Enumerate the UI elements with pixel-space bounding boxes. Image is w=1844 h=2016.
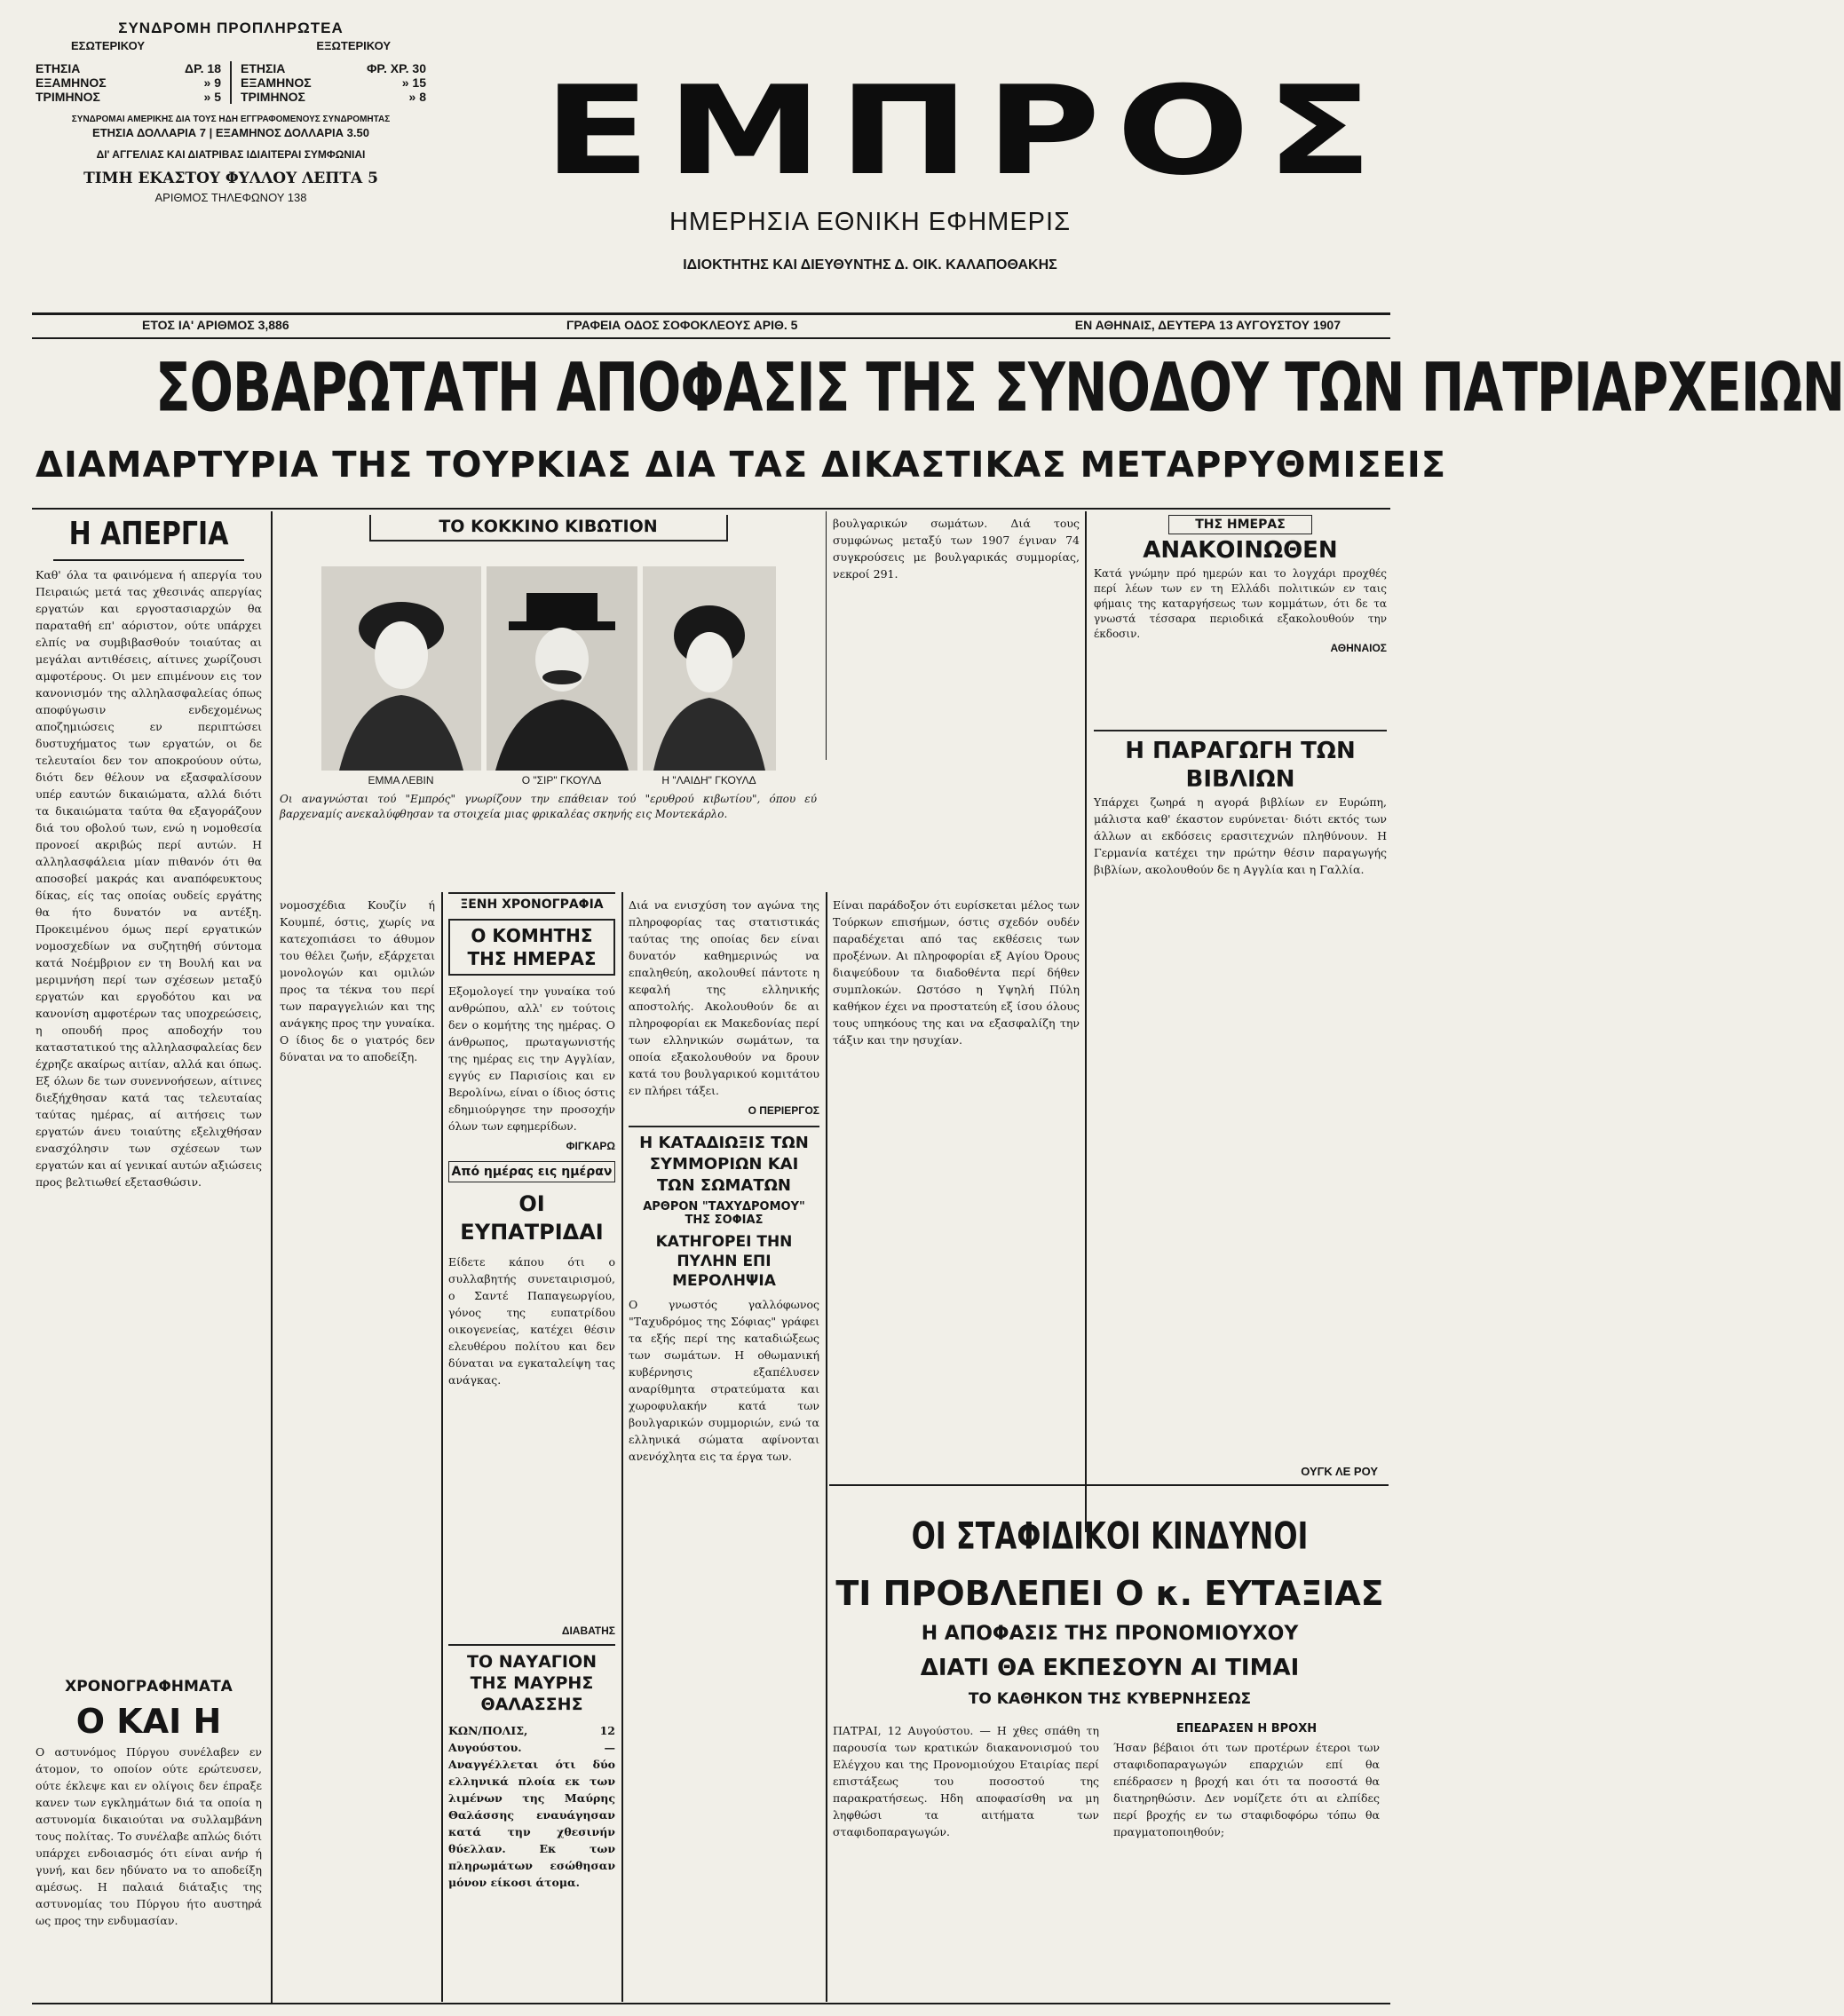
rain-section: ΕΠΕΔΡΑΣΕΝ Η ΒΡΟΧΗ [1175,1722,1318,1735]
page-bottom-rule [32,2003,1390,2004]
subscription-title: ΣΥΝΔΡΟΜΗ ΠΡΟΠΛΗΡΩΤΕΑ [118,20,344,36]
currant-article [833,1491,1387,2002]
announcement-title: ΑΝΑΚΟΙΝΩΘΕΝ [1143,537,1338,564]
secondary-headline: ΔΙΑΜΑΡΤΥΡΙΑ ΤΗΣ ΤΟΥΡΚΙΑΣ ΔΙΑ ΤΑΣ ΔΙΚΑΣΤΙΚΑΣ ΜΕΤΑΡΡΥΘΜΙΣΕΙΣ [36,445,1447,486]
currant-rule [829,1484,1389,1486]
main-headline: ΣΟΒΑΡΩΤΑΤΗ ΑΠΟΦΑΣΙΣ ΤΗΣ ΣΥΝΟΔΟΥ ΤΩΝ ΠΑΤΡΙΑΡΧΕΙΩΝ [155,348,1844,427]
ads-line: ΔΙ' ΑΓΓΕΛΙΑΣ ΚΑΙ ΔΙΑΤΡΙΒΑΣ ΙΔΙΑΙΤΕΡΑΙ ΣΥΜΦΩΝΙΑΙ [96,148,366,161]
column-rule [621,892,623,2002]
books-body: Υπάρχει ζωηρά η αγορά βιβλίων εν Ευρώπη, μάλιστα καθ' έκαστον ευρύνεται· διότι εκτός των άλλων αι εκδόσεις ερασιτεχνών πληθύνουν. Η Γερμανία κατέχει την πρώτην θέσιν παραγωγής βιβλίων, ακολουθούν δε η Αγγλία και η Γαλλία. [1094,795,1387,876]
price-row: ΕΤΗΣΙΑ ΦΡ. ΧΡ. 30 [241,61,426,75]
domestic-prices [36,61,232,104]
portrait-row [280,566,817,771]
chronicle-section: ΧΡΟΝΟΓΡΑΦΗΜΑΤΑ [65,1678,233,1696]
column-rule [271,511,273,2003]
offices-address: ΓΡΑΦΕΙΑ ΟΔΟΣ ΣΟΦΟΚΛΕΟΥΣ ΑΡΙΘ. 5 [566,318,798,332]
eupatrides-body: Είδετε κάπου ότι ο συλλαβητής συνεταιρισμού, ο Σαντέ Παπαγεωργίου, γόνος της ευπατρίδου οικογενείας, κατέχει θέσιν ελευθέρου πολίτου και δεν δύναται να εγκαταλείψη τας ανάγκας. [448,1255,615,1387]
comet-author: ΦΙΓΚΑΡΩ [566,1140,615,1152]
pursuit-source: ΑΡΘΡΟΝ "ΤΑΧΥΔΡΟΜΟΥ" ΤΗΣ ΣΟΦΙΑΣ [643,1200,805,1227]
foreign-prices [232,61,426,104]
shipwreck-author: ΔΙΑΒΑΤΗΣ [561,1625,615,1637]
pursuit-subtitle: ΚΑΤΗΓΟΡΕΙ ΤΗΝ ΠΥΛΗΝ ΕΠΙ ΜΕΡΟΛΗΨΙΑ [655,1233,793,1290]
issue-date: ΕΝ ΑΘΗΝΑΙΣ, ΔΕΥΤΕΡΑ 13 ΑΥΓΟΥΣΤΟΥ 1907 [1074,318,1341,332]
shipwreck-title: ΤΟ ΝΑΥΑΓΙΟΝ ΤΗΣ ΜΑΥΡΗΣ ΘΑΛΑΣΣΗΣ [448,1644,615,1715]
price-row: ΕΞΑΜΗΝΟΣ » 15 [241,75,426,90]
porte-article [833,897,1080,1465]
pursuit-title: Η ΚΑΤΑΔΙΩΞΙΣ ΤΩΝ ΣΥΜΜΟΡΙΩΝ ΚΑΙ ΤΩΝ ΣΩΜΑΤΩΝ [629,1126,819,1197]
currant-subtitle-2: Η ΑΠΟΦΑΣΙΣ ΤΗΣ ΠΡΟΝΟΜΙΟΥΧΟΥ [921,1623,1299,1645]
currant-body-left: ΠΑΤΡΑΙ, 12 Αυγούστου. — Η χθες σπάθη τη παρουσία των κρατικών διακανονισμού του Ελέγχου και της Προνομιούχου Εταιρίας περί επιστάξεως του ποσοστού της παρακρατήσεως. Ηδη αποφασίσθη να μη ληφθώσι τα αιτήματα των σταφιδοπαραγωγών. [833,1724,1099,1838]
currant-subtitle-4: ΤΟ ΚΑΘΗΚΟΝ ΤΗΣ ΚΥΒΕΡΝΗΣΕΩΣ [968,1690,1252,1708]
phone-line: ΑΡΙΘΜΟΣ ΤΗΛΕΦΩΝΟΥ 138 [154,191,307,204]
eupatrides-title: ΟΙ ΕΥΠΑΤΡΙΔΑΙ [460,1191,604,1245]
day-section: Από ημέρας εις ημέραν [448,1161,615,1182]
foreign-chronicle-section: ΞΕΝΗ ΧΡΟΝΟΓΡΑΦΙΑ [448,892,615,912]
currant-body-right: Ήσαν βέβαιοι ότι των προτέρων έτεροι των σταφιδοπαραγωγών επαρχιών επί θα επέδρασεν η βροχή και ότι τα ποσοστά θα διατηρηθώσιν. Δεν νομίζετε ότι αι ελπίδες περί βροχής εν τω σταφιδοφόρω τόπω θα πραγματοποιηθούν; [1113,1741,1380,1838]
top-col5-article [833,515,1080,888]
announcement-body: Κατά γνώμην πρό ημερών και το λογχάρι προχθές περί λέων των εν τη Ελλάδι πολιτικών εν ταις φήμαις της καταργήσεως των κομμάτων, ότι δε τα γνωστά τέσσαρα περιοδικά εξακολουθούν την έκδοσιν. [1094,567,1387,640]
column-rule [1085,1008,1087,1532]
bulgarian-bands-article [629,897,819,1997]
red-box-title: ΤΟ ΚΟΚΚΙΝΟ ΚΙΒΩΤΙΟΝ [369,515,728,542]
portrait-sir-gould [487,566,637,771]
portrait-lady-gould [643,566,776,771]
issue-bar [36,318,1385,332]
strike-title: Η ΑΠΕΡΓΙΑ [68,515,229,553]
caption-sir-gould: Ο "ΣΙΡ" ΓΚΟΥΛΔ [521,774,602,787]
chronicle-article [36,1678,262,2002]
caption-emma-levin: ΕΜΜΑ ΛΕΒΙΝ [368,774,434,787]
issue-number: ΕΤΟΣ ΙΑ' ΑΡΙΘΜΟΣ 3,886 [142,318,289,332]
masthead-title: ΕΜΠΡΟΣ [543,59,1389,202]
price-row: ΤΡΙΜΗΝΟΣ » 8 [241,90,426,104]
currant-subtitle: ΤΙ ΠΡΟΒΛΕΠΕΙ Ο κ. ΕΥΤΑΞΙΑΣ [835,1574,1384,1613]
issue-rule [32,337,1390,339]
column-rule [441,892,443,2002]
strike-body: Καθ' όλα τα φαινόμενα ή απεργία του Πειραιώς μετά τας χθεσινάς απεργίας εργατών και εργοστασιαρχών θα παραταθή επ' αόριστον, ούτε υπάρχει ελπίς να συμβιβασθούν τοιαύτας αι μεγάλαι αντιθέσεις, αίτινες χωρίζουσι αμφοτέρους. Οι μεν επιμένουν εις τον κανονισμόν της αλληλασφαλείας όπως αποφύγωσιν ενδεχομένως αποζημιώσεις εν περιπτώσει δυστυχήματος των εργατών, οι δε τελευταίοι δεν τον αποκρούουν ούτω, διότι δεν θέλουν να εξασφαλίσουν υπέρ εαυτών δικαιώματα, αλλά διότι τα δικαιώματα ταύτα θα εξαγοράζουν διά του οβολού των, ενώ η νομοθεσία προνοεί ακριβώς περί αυτών. Η αλληλασφάλεια μίαν πιθανόν ότι θα αποσοβεί μακράς και αναπόφευκτους δίκας, είς τας οποίας ουδείς εργάτης θα ήτο δυνατόν να αντέξη. Προκειμένου όμως περί εργατικών νομοσχεδίων να συζητηθή σύντομα κατά Νοέμβριον εν τη Βουλή και να μεριμνήση περί των σχέσεων μεταξύ εργατών και εργοδότου και να κανονίση αμφοτέρων τας υποχρεώσεις, η οπουδή προς αποδοχήν του καταστατικού της αλληλασφαλείας δεν έχρηζε ακαίρως αιτίαν, αλλά και όπως. Εξ όλων δε των συνεννοήσεων, αίτινες διεξήχθησαν κατά τας τελευταίας ταύτας ημέρας, αί αιτήσεις των εργατών άνευ τοιαύτης εξελιχθήσαν ενασχόλησιν των σχέσεων των εργατών και αί γενικαί αυτών αξιώσεις προς βελτιωθεί εξετασθώσιν. [36,568,262,1189]
america-prices: ΕΤΗΣΙΑ ΔΟΛΛΑΡΙΑ 7 | ΕΞΑΜΗΝΟΣ ΔΟΛΛΑΡΙΑ 3.50 [92,126,369,139]
comet-title: Ο ΚΟΜΗΤΗΣ ΤΗΣ ΗΜΕΡΑΣ [448,919,615,976]
subscription-box [36,20,426,257]
price-row: ΕΤΗΣΙΑ ΔΡ. 18 [36,61,221,75]
announcement-author: ΑΘΗΝΑΙΟΣ [1330,642,1387,654]
chronicle-body: Ο αστυνόμος Πύργου συνέλαβεν εν άτομον, το οποίον ούτε ερώτευσεν, ούτε έκλεψε και εν ολίγοις δεν έπραξε κανεν των εγκλημάτων διά τα οποία η αστυνομία δικαιούται να συλλαμβάνη τους πολίτας. Το συνέλαβε απλώς διότι υπάρχει ενδοιασμός ότι είναι ανήρ ή γυνή, και δεν ηδύνατο να το αποδείξη αμέσως. Η παλαιά διάταξις της αστυνομίας του Πύργου ήτο αυστηρά ως προς την ενδυμασίαν. [36,1745,262,1927]
masthead-subtitle: ΗΜΕΡΗΣΙΑ ΕΘΝΙΚΗ ΕΦΗΜΕΡΙΣ [669,208,1071,236]
pursuit-body: Ο γνωστός γαλλόφωνος "Ταχυδρόμος της Σόφιας" γράφει τα εξής περί της καταδιώξεως των σωμάτων. Η οθωμανική κυβέρνησις εξαπέλυσεν αναρίθμητα στρατεύματα και χωροφυλακήν κατά των βουλγαρικών συμμοριών, ενώ τα ελληνικά σώματα αφίνονται ανενόχλητα εις τα έργα των. [629,1298,819,1463]
strike-article [36,515,262,1669]
caption-lady-gould: Η "ΛΑΙΔΗ" ΓΚΟΥΛΔ [661,774,756,787]
column-rule [1085,511,1087,1008]
price-row: ΕΞΑΜΗΝΟΣ » 9 [36,75,221,90]
comet-body: Εξομολογεί την γυναίκα τού ανθρώπου, αλλ' εν τούτοις δεν ο κομήτης της ημέρας. Ο άνθρωπος, πρωταγωνιστής της ημέρας εις την Αγγλίαν, εγγύς εν Παρισίοις και εν Βερολίνω, είναι ο ίδιος όστις εδημιούργησε την προσοχήν όλων των εφημερίδων. [448,984,615,1133]
chronicle-title: Ο ΚΑΙ Η [75,1702,222,1741]
currant-title: ΟΙ ΣΤΑΦΙΔΙΚΟΙ ΚΙΝΔΥΝΟΙ [911,1514,1309,1558]
america-line: ΣΥΝΔΡΟΜΑΙ ΑΜΕΡΙΚΗΣ ΔΙΑ ΤΟΥΣ ΗΔΗ ΕΓΓΡΑΦΟΜΕΝΟΥΣ ΣΥΝΔΡΟΜΗΤΑΣ [71,115,391,124]
shipwreck-article [448,1625,615,1997]
currant-subtitle-3: ΔΙΑΤΙ ΘΑ ΕΚΠΕΣΟΥΝ ΑΙ ΤΙΜΑΙ [920,1655,1300,1681]
price-row: ΤΡΙΜΗΝΟΣ » 5 [36,90,221,104]
foreign-chronicle [448,892,615,1620]
portrait-emma-levin [321,566,481,771]
headline-rule [32,508,1390,510]
shipwreck-body: ΚΩΝ/ΠΟΛΙΣ, 12 Αυγούστου. — Αναγγέλλεται ότι δύο ελληνικά πλοία εκ των λιμένων της Μαύρης Θαλάσσης εναυάγησαν κατά την χθεσινήν θύελλαν. Εκ των πληρωμάτων εσώθησαν μόνον είκοσι άτομα. [448,1724,615,1889]
photo-caption-text: Οι αναγνώσται τού "Εμπρός" γνωρίζουν την επάθειαν τού "ερυθρού κιβωτίου", όπου εύ βαρχεναμίς ανεκαλύφθησαν τα στοιχεία μιας φρικαλέας σκηνής εις Μοντεκάρλο. [280,793,817,820]
price-line: ΤΙΜΗ ΕΚΑΣΤΟΥ ΦΥΛΛΟΥ ΛΕΠΤΑ 5 [83,170,378,187]
col5-intro: βουλγαρικών σωμάτων. Διά τους συμφώνως μεταξύ των 1907 έγιναν 74 συγκρούσεις με βουλγαρικάς συμμορίας, νεκροί 291. [833,517,1080,581]
books-article [1094,730,1387,1458]
red-box-article [280,515,817,888]
porte-body: Είναι παράδοξον ότι ευρίσκεται μέλος των Τούρκων επισήμων, όστις σχεδόν ουδέν παραδέχεται από τας εκθέσεις των προξένων. Αι πληροφορίαι εξ Αγίου Όρους διαψεύδουν τα διαδοθέντα περί δήθεν συμπλοκών. Ωστόσο η Υψηλή Πύλη καθήκον έχει να προστατεύη εξ ίσου όλους τους υπηκόους της και να εξασφαλίζη την τάξιν και την ησυχίαν. [833,898,1080,1047]
column-rule [826,892,827,2002]
portrait-captions [280,774,817,787]
foreign-label: ΕΞΩΤΕΡΙΚΟΥ [316,39,391,52]
announcement-article [1094,515,1387,728]
red-box-continued [280,897,435,1997]
column-rule [826,511,827,760]
bands-author: Ο ΠΕΡΙΕΡΓΟΣ [748,1104,819,1117]
domestic-label: ΕΣΩΤΕΡΙΚΟΥ [71,39,146,52]
books-author: ΟΥΓΚ ΛΕ ΡΟΥ [1301,1465,1378,1478]
bands-body: Διά να ενισχύση τον αγώνα της πληροφορίας τας στατιστικάς ταύτας της οποίας δεν είναι δυνατόν καθημερινώς να επαληθεύη, ακολουθεί πάντοτε η κεφαλή της ελληνικής αποστολής. Ακολουθούν δε αι πληροφορίαι εκ Μακεδονίας περί των ελληνικών σωμάτων, τα οποία εξακολουθούν να δρουν κατά του βουλγαρικού κομιτάτου εν πλήρει τάξει. [629,898,819,1097]
owner-line: ΙΔΙΟΚΤΗΤΗΣ ΚΑΙ ΔΙΕΥΘΥΝΤΗΣ Δ. ΟΙΚ. ΚΑΛΑΠΟΘΑΚΗΣ [683,257,1057,273]
books-title: Η ΠΑΡΑΓΩΓΗ ΤΩΝ ΒΙΒΛΙΩΝ [1094,730,1387,794]
masthead-rule [32,312,1390,315]
red-box-body: νομοσχέδια Κουζίν ή Κουμπέ, όστις, χωρίς να κατεχοπιάσει το άθυμον του θέλει ζωήν, εξάρχεται μονολογών και ομιλών προς τα τέκνα του περί των παραγγελιών και της ανάγκης προς την γυναίκα. Ο ίδιος δε ο γιατρός δεν δύναται να το αποδείξη. [280,898,435,1063]
announcement-section: ΤΗΣ ΗΜΕΡΑΣ [1168,515,1312,534]
